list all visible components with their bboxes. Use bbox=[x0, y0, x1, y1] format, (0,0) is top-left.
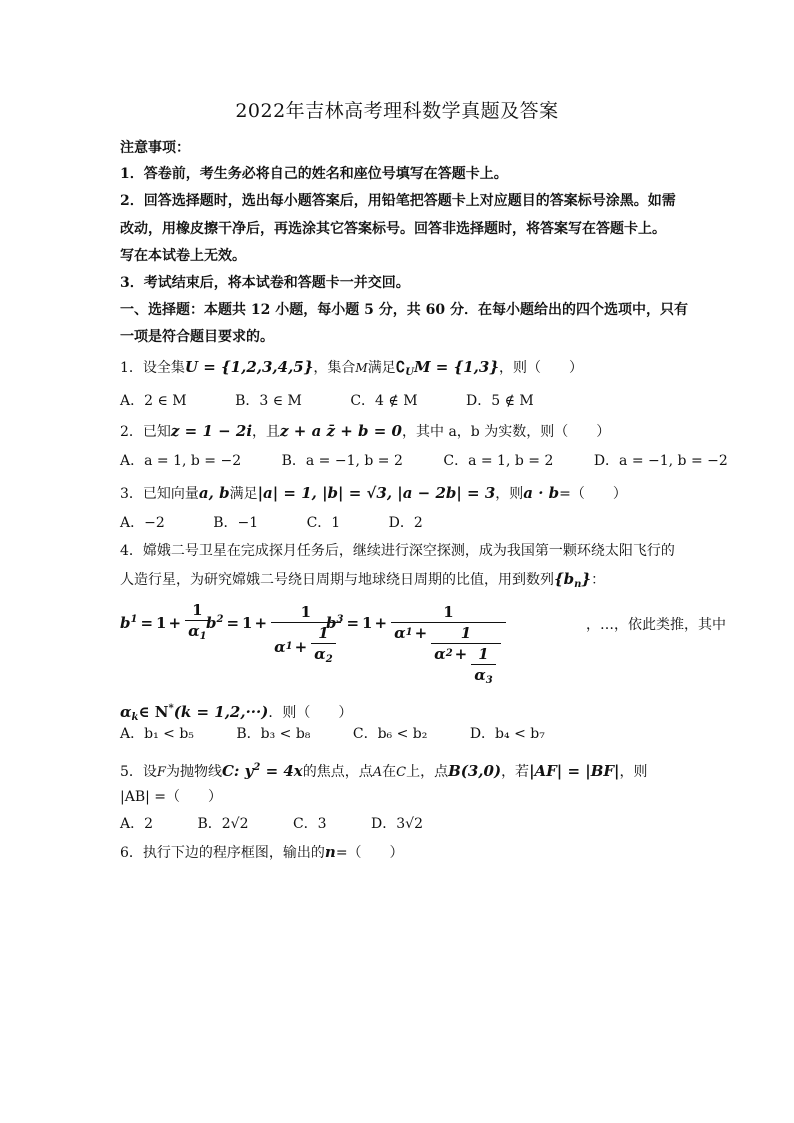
q2-option-d: D．a = −1, b = −2 bbox=[593, 453, 728, 469]
q1-mid2: 满足 bbox=[367, 360, 396, 376]
q4-b2-plus: + bbox=[254, 614, 268, 632]
q4-line2-pre: 人造行星，为研究嫦娥二号绕日周期与地球绕日周期的比值，用到数列 bbox=[120, 572, 554, 588]
q5-f: F bbox=[156, 765, 166, 780]
q1-complement-rest: M = {1,3} bbox=[413, 358, 499, 376]
q4-b3-formula bbox=[326, 600, 508, 691]
q4-b1-plus: + bbox=[168, 614, 182, 632]
q5-curve-rest: = 4x bbox=[260, 762, 303, 780]
page-title: 2022年吉林高考理科数学真题及答案 bbox=[235, 100, 559, 122]
q3-options bbox=[120, 514, 680, 532]
q4-formula-tail: ，…，依此类推，其中 bbox=[586, 617, 726, 633]
q2-mid: ，且 bbox=[252, 424, 281, 440]
q6-n: n bbox=[324, 843, 336, 861]
q2-eq: z + a z̄ + b = 0 bbox=[280, 422, 402, 440]
q4-b2-num: 1 bbox=[300, 603, 312, 621]
q4-b3-num: 1 bbox=[443, 603, 454, 621]
q4-b2-formula bbox=[206, 600, 343, 670]
q1-var-m: M bbox=[355, 361, 368, 375]
section-heading-cont: 一项是符合题目要求的。 bbox=[120, 329, 274, 345]
q4-b2-alpha1-sub: 1 bbox=[285, 640, 293, 652]
q4-b2-den-plus: + bbox=[294, 637, 308, 656]
note-item-2: 2．回答选择题时，选出每小题答案后，用铅笔把答题卡上对应题目的答案标号涂黑。如需 bbox=[120, 193, 676, 209]
q4-cond-rest: ∈ N bbox=[138, 703, 169, 721]
q4-b1-eq: = bbox=[140, 614, 154, 632]
q2-pre: 2．已知 bbox=[120, 424, 171, 440]
q5-mid5: ，若 bbox=[501, 764, 530, 780]
q3-option-a: A．−2 bbox=[120, 515, 165, 531]
q3-vec: a, b bbox=[198, 484, 230, 502]
q4-formula-row bbox=[120, 600, 726, 690]
q1-option-a: A．2 ∈ M bbox=[120, 393, 187, 409]
q4-b1-one: 1 bbox=[156, 614, 167, 632]
q4-condition bbox=[120, 700, 680, 727]
section-heading: 一、选择题：本题共 12 小题，每小题 5 分，共 60 分．在每小题给出的四个选项中，只有 bbox=[120, 302, 688, 318]
q3-post2: =（ ） bbox=[559, 486, 627, 502]
q3-mid: 满足 bbox=[229, 486, 258, 502]
q4-b1-num: 1 bbox=[192, 601, 203, 619]
q5-c: C bbox=[396, 765, 407, 780]
q4-b1: b bbox=[120, 614, 131, 632]
q5-mid: 为抛物线 bbox=[165, 764, 222, 780]
q4-seq-end: } bbox=[581, 570, 592, 588]
q4-b2-inner-num: 1 bbox=[318, 624, 329, 642]
question-6 bbox=[120, 843, 680, 862]
q4-b3-alpha3: α bbox=[474, 666, 486, 684]
q1-option-c: C．4 ∉ M bbox=[350, 393, 418, 409]
q4-b3-alpha2-sub: 2 bbox=[445, 648, 453, 659]
q4-b3-alpha2: α bbox=[434, 645, 446, 663]
q4-b3-frac bbox=[391, 602, 506, 691]
q2-options bbox=[120, 452, 728, 470]
q4-seq: {b bbox=[554, 570, 575, 588]
q4-b2-alpha2: α bbox=[314, 645, 326, 663]
note-item-2-end: 写在本试卷上无效。 bbox=[120, 248, 246, 264]
q5-option-a: A．2 bbox=[120, 816, 154, 832]
q4-cond-sup: * bbox=[168, 703, 174, 714]
q5-pre: 5．设 bbox=[120, 764, 157, 780]
q5-cond: |AF| = |BF| bbox=[529, 762, 620, 780]
q4-b2-alpha2-sub: 2 bbox=[325, 654, 333, 665]
q4-option-a: A．b₁ < b₅ bbox=[120, 726, 194, 742]
q4-b3-one: 1 bbox=[362, 614, 373, 632]
q4-cond-post: ．则（ ） bbox=[268, 705, 353, 721]
q5-options bbox=[120, 815, 680, 833]
q4-seq-sub: n bbox=[574, 579, 582, 590]
q4-b3-alpha1-sub: 1 bbox=[405, 627, 413, 638]
q4-line2-post: ： bbox=[591, 572, 606, 588]
q1-mid: ，集合 bbox=[313, 360, 356, 376]
q4-cond-rest2: (k = 1,2,···) bbox=[173, 703, 269, 721]
note-item-3: 3．考试结束后，将本试卷和答题卡一并交回。 bbox=[120, 275, 410, 291]
q4-b2-eq: = bbox=[226, 614, 240, 632]
q2-option-c: C．a = 1, b = 2 bbox=[443, 453, 554, 469]
q4-b2-sub: 2 bbox=[216, 614, 224, 625]
q4-b1-sub: 1 bbox=[130, 614, 138, 625]
notes-heading: 注意事项： bbox=[120, 140, 190, 156]
q4-b3-plus: + bbox=[374, 614, 388, 632]
q5-mid3: 在 bbox=[382, 764, 397, 780]
q1-pre: 1．设全集 bbox=[120, 360, 185, 376]
q4-b2-alpha1: α bbox=[274, 637, 286, 656]
note-item-1: 1．答卷前，考生务必将自己的姓名和座位号填写在答题卡上。 bbox=[120, 166, 508, 182]
q2-option-b: B．a = −1, b = 2 bbox=[281, 453, 403, 469]
q3-option-c: C．1 bbox=[306, 515, 341, 531]
q1-complement: ∁ bbox=[395, 358, 406, 376]
q2-option-a: A．a = 1, b = −2 bbox=[120, 453, 242, 469]
q4-b3-inner-den bbox=[471, 664, 496, 691]
q4-cond-alpha: α bbox=[120, 703, 132, 721]
q3-option-d: D．2 bbox=[388, 515, 423, 531]
q5-post: ，则 bbox=[619, 764, 648, 780]
q5-a: A bbox=[372, 765, 383, 780]
q1-post: ，则（ ） bbox=[498, 360, 583, 376]
q1-complement-sub: U bbox=[405, 367, 414, 378]
q6-post: =（ ） bbox=[335, 845, 404, 861]
q3-cond: |a| = 1, |b| = √3, |a − 2b| = 3 bbox=[257, 484, 496, 502]
question-1 bbox=[120, 358, 680, 382]
q4-b3-alpha3-sub: 3 bbox=[485, 675, 493, 686]
note-item-2-cont: 改动，用橡皮擦干净后，再选涂其它答案标号。回答非选择题时，将答案写在答题卡上。 bbox=[120, 221, 666, 237]
q5-option-d: D．3√2 bbox=[371, 816, 424, 832]
q5-mid4: 上，点 bbox=[406, 764, 449, 780]
q4-b3-eq: = bbox=[346, 614, 360, 632]
q4-b2-one: 1 bbox=[242, 614, 253, 632]
q4-b1-alpha-sub: 1 bbox=[199, 631, 207, 642]
q5-option-b: B．2√2 bbox=[197, 816, 249, 832]
q3-post: ，则 bbox=[495, 486, 524, 502]
q3-option-b: B．−1 bbox=[213, 515, 259, 531]
q3-dot: a · b bbox=[523, 484, 560, 502]
q1-set-u: U = {1,2,3,4,5} bbox=[184, 358, 314, 376]
question-2 bbox=[120, 422, 680, 441]
q5-line-2: |AB| =（ ） bbox=[120, 789, 223, 805]
q5-curve: C: y bbox=[221, 762, 254, 780]
q4-b3-mid-plus: + bbox=[454, 645, 468, 663]
question-3 bbox=[120, 484, 680, 503]
q4-b3-mid-frac bbox=[431, 623, 501, 691]
q1-option-b: B．3 ∈ M bbox=[235, 393, 302, 409]
q4-b3-mid-num: 1 bbox=[460, 624, 472, 642]
q4-b3-den-plus: + bbox=[414, 624, 428, 642]
q4-b3: b bbox=[326, 614, 337, 632]
q1-options bbox=[120, 392, 680, 410]
q2-z: z = 1 − 2i bbox=[170, 422, 253, 440]
q4-b3-alpha1: α bbox=[394, 624, 406, 642]
q5-curve-sup: 2 bbox=[253, 762, 261, 773]
q4-b3-den bbox=[391, 622, 506, 691]
q3-pre: 3．已知向量 bbox=[120, 486, 199, 502]
q4-b3-sub: 3 bbox=[336, 614, 344, 625]
q2-post: ，其中 a，b 为实数，则（ ） bbox=[402, 424, 611, 440]
q4-b3-mid-den bbox=[431, 643, 501, 691]
question-4-line-1: 4．嫦娥二号卫星在完成探月任务后，继续进行深空探测，成为我国第一颗环绕太阳飞行的 bbox=[120, 543, 675, 559]
q1-option-d: D．5 ∉ M bbox=[466, 393, 534, 409]
q5-mid2: 的焦点，点 bbox=[302, 764, 373, 780]
q5-option-c: C．3 bbox=[292, 816, 327, 832]
q4-b3-inner-frac bbox=[471, 644, 496, 691]
q6-pre: 6．执行下边的程序框图，输出的 bbox=[120, 845, 325, 861]
question-5 bbox=[120, 759, 680, 782]
q4-option-d: D．b₄ < b₇ bbox=[469, 726, 545, 742]
q4-options bbox=[120, 725, 680, 743]
q5-b: B(3,0) bbox=[448, 762, 502, 780]
question-4-line-2 bbox=[120, 570, 680, 594]
q4-cond-sub: k bbox=[131, 712, 139, 723]
q4-b2: b bbox=[206, 614, 217, 632]
q4-b3-inner-num: 1 bbox=[478, 645, 489, 663]
q4-b1-formula bbox=[120, 600, 212, 647]
q4-option-c: C．b₆ < b₂ bbox=[352, 726, 428, 742]
q4-option-b: B．b₃ < b₈ bbox=[236, 726, 311, 742]
q4-b1-alpha: α bbox=[188, 622, 200, 640]
